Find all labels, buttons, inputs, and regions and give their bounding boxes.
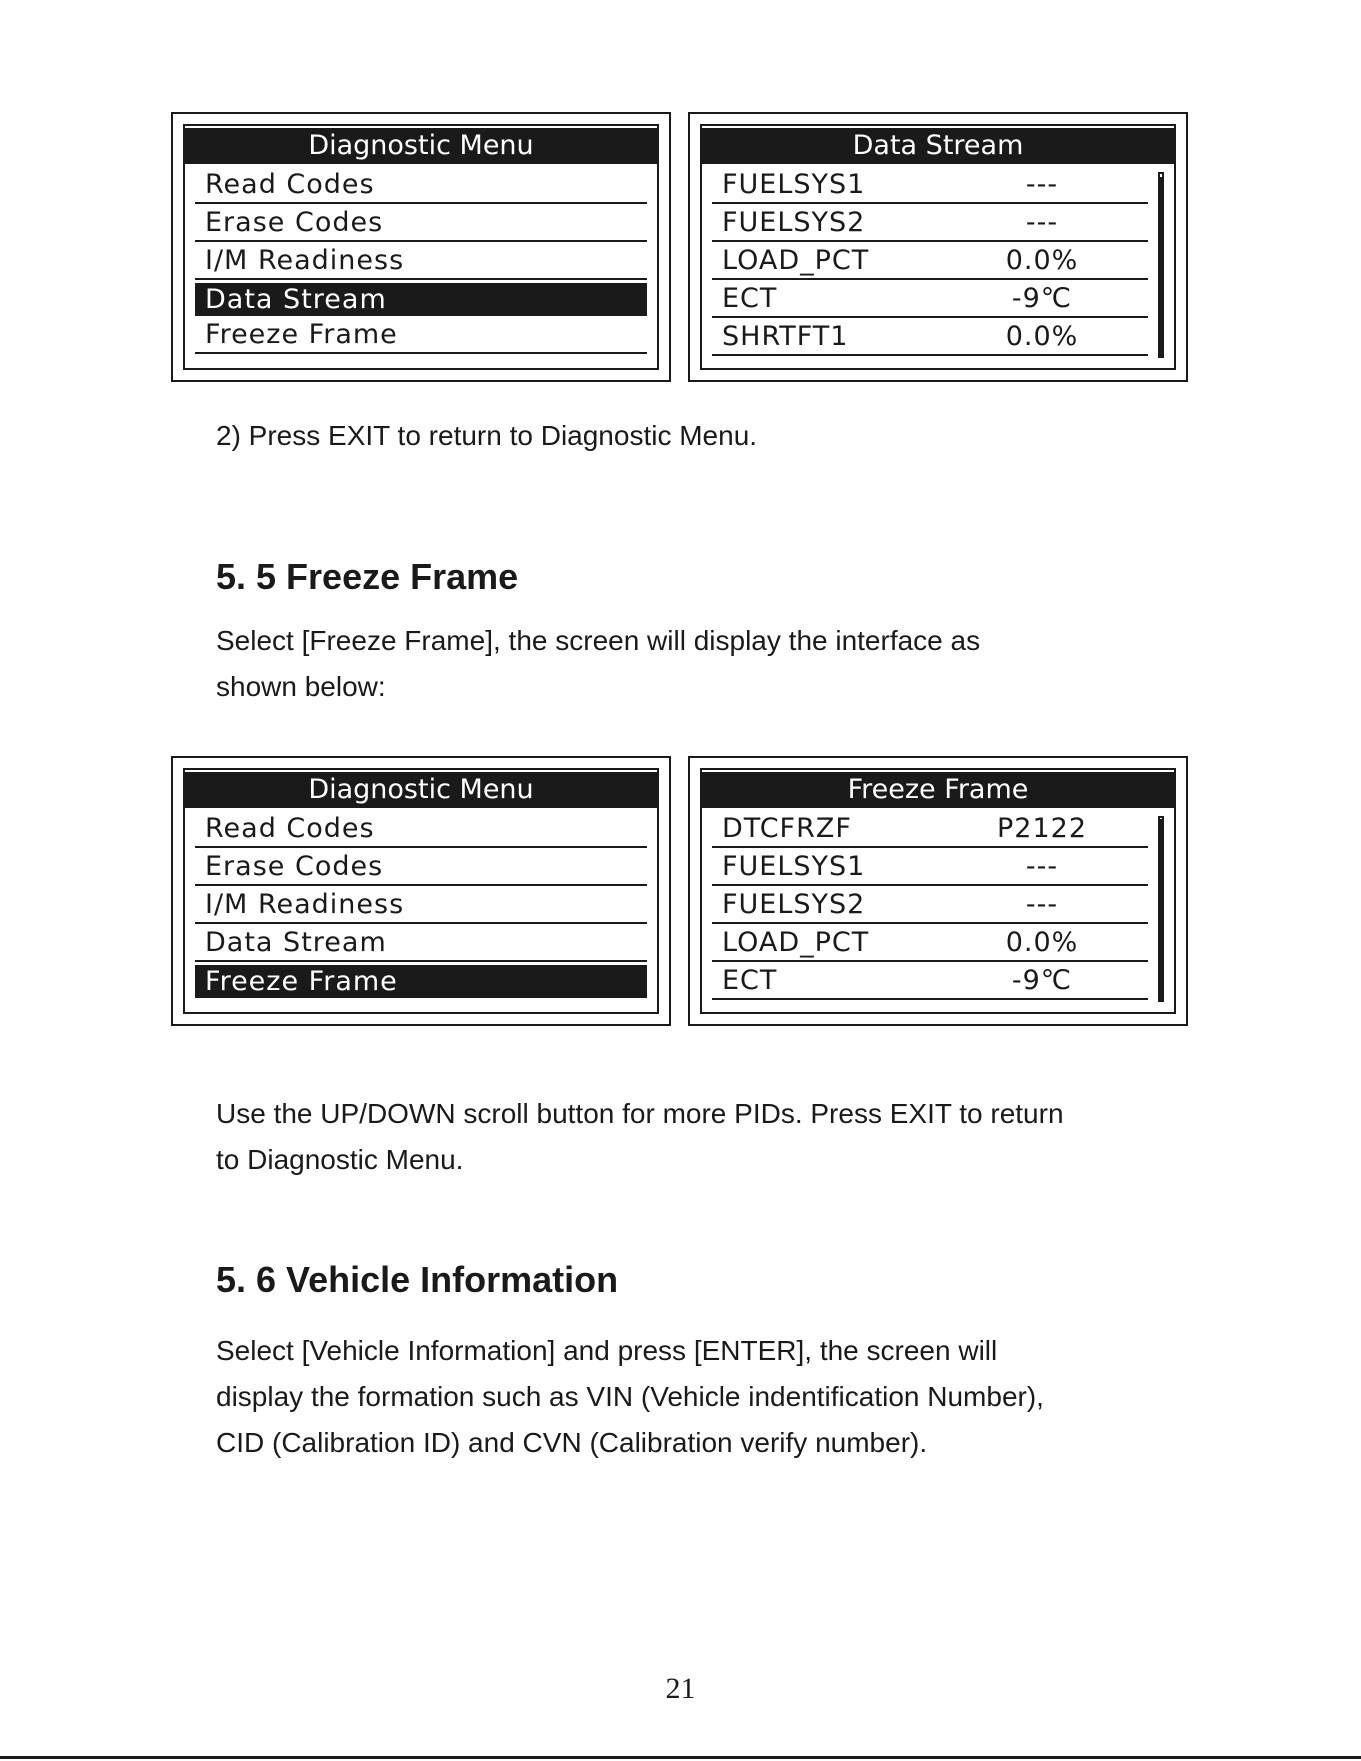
page-number: 21 — [665, 1672, 696, 1705]
step-2-text: 2) Press EXIT to return to Diagnostic Menu. — [216, 420, 758, 451]
pid-name: LOAD_PCT — [722, 245, 870, 276]
pid-row[interactable] — [712, 848, 1148, 886]
scrollbar[interactable] — [1158, 816, 1164, 1002]
data-stream-screen — [688, 112, 1188, 382]
menu-item-erase-codes[interactable]: Erase Codes — [195, 848, 647, 886]
pid-row[interactable] — [712, 962, 1148, 1000]
pid-list — [712, 810, 1148, 1000]
menu-item-read-codes[interactable]: Read Codes — [195, 166, 647, 204]
pid-name: FUELSYS2 — [722, 207, 866, 238]
pid-row[interactable] — [712, 924, 1148, 962]
pid-name: FUELSYS1 — [722, 851, 866, 882]
menu-item-im-readiness[interactable]: I/M Readiness — [195, 242, 647, 280]
pid-value: --- — [1025, 889, 1059, 920]
pid-value: 0.0% — [1005, 927, 1079, 958]
pid-name: FUELSYS2 — [722, 889, 866, 920]
section-5-6-heading: 5. 6 Vehicle Information — [216, 1259, 619, 1300]
pid-value: P2122 — [997, 813, 1087, 844]
pid-row[interactable] — [712, 166, 1148, 204]
section-5-5-intro-line1: Select [Freeze Frame], the screen will display the interface as — [216, 625, 981, 656]
pid-value: --- — [1025, 851, 1059, 882]
menu-item-erase-codes[interactable]: Erase Codes — [195, 204, 647, 242]
section-5-5-heading: 5. 5 Freeze Frame — [216, 556, 519, 597]
scrollbar-thumb[interactable] — [1160, 819, 1162, 1000]
section-5-5-intro-line2: shown below: — [216, 671, 386, 702]
pid-row[interactable] — [712, 204, 1148, 242]
section-5-6-line3: CID (Calibration ID) and CVN (Calibration verify number). — [216, 1427, 928, 1458]
screen-title: Freeze Frame — [700, 772, 1176, 808]
pid-name: DTCFRZF — [722, 813, 852, 844]
pid-name: FUELSYS1 — [722, 169, 866, 200]
pid-value: -9℃ — [1011, 965, 1073, 996]
screen-title: Diagnostic Menu — [183, 772, 659, 808]
menu-item-im-readiness[interactable]: I/M Readiness — [195, 886, 647, 924]
pid-row[interactable] — [712, 280, 1148, 318]
scrollbar-thumb[interactable] — [1160, 177, 1162, 356]
pid-name: ECT — [722, 965, 778, 996]
pid-value: 0.0% — [1005, 321, 1079, 352]
page-bottom-rule — [0, 1756, 1361, 1759]
pid-row[interactable] — [712, 318, 1148, 356]
pid-name: SHRTFT1 — [722, 321, 849, 352]
diagnostic-menu-screen-bottom — [171, 756, 671, 1026]
section-5-6-line2: display the formation such as VIN (Vehicle indentification Number), — [216, 1381, 1044, 1412]
screen-title: Diagnostic Menu — [183, 128, 659, 164]
screen-title: Data Stream — [700, 128, 1176, 164]
pid-value: -9℃ — [1011, 283, 1073, 314]
diagnostic-menu-screen-top — [171, 112, 671, 382]
pid-name: ECT — [722, 283, 778, 314]
menu-list — [195, 810, 647, 998]
pid-value: 0.0% — [1005, 245, 1079, 276]
pid-row[interactable] — [712, 810, 1148, 848]
pid-row[interactable] — [712, 886, 1148, 924]
pid-list — [712, 166, 1148, 356]
pid-name: LOAD_PCT — [722, 927, 870, 958]
section-5-6-line1: Select [Vehicle Information] and press [ENTER], the screen will — [216, 1335, 998, 1366]
scrollbar[interactable] — [1158, 172, 1164, 358]
menu-item-freeze-frame[interactable]: Freeze Frame — [195, 965, 647, 998]
menu-item-data-stream[interactable]: Data Stream — [195, 283, 647, 316]
scroll-note-line1: Use the UP/DOWN scroll button for more PIDs. Press EXIT to return — [216, 1098, 1064, 1129]
menu-item-freeze-frame[interactable]: Freeze Frame — [195, 316, 647, 354]
scroll-note-line2: to Diagnostic Menu. — [216, 1144, 464, 1175]
menu-item-data-stream[interactable]: Data Stream — [195, 924, 647, 962]
freeze-frame-screen — [688, 756, 1188, 1026]
pid-row[interactable] — [712, 242, 1148, 280]
menu-item-read-codes[interactable]: Read Codes — [195, 810, 647, 848]
menu-list — [195, 166, 647, 354]
pid-value: --- — [1025, 207, 1059, 238]
pid-value: --- — [1025, 169, 1059, 200]
